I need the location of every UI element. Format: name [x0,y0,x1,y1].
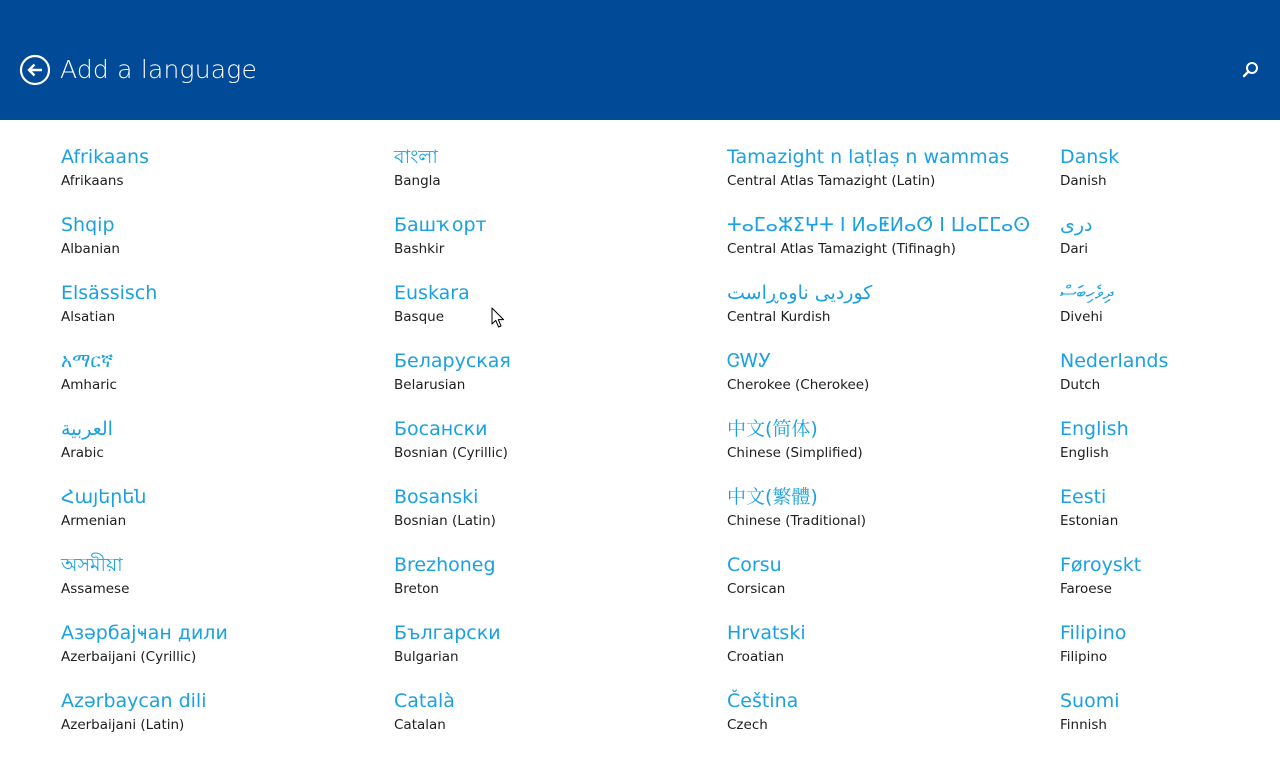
language-english-name: English [1060,445,1109,461]
language-item-english[interactable] [1060,416,1270,476]
language-english-name: Dutch [1060,377,1101,393]
language-native-name: አማርኛ [61,350,114,372]
language-native-name: Føroyskt [1060,554,1142,576]
language-native-name: Eesti [1060,486,1107,508]
language-english-name: Croatian [727,649,785,665]
language-item-basque[interactable] [394,280,704,340]
language-item-arabic[interactable] [61,416,371,476]
language-english-name: Alsatian [61,309,116,325]
language-english-name: Czech [727,717,768,733]
language-item-breton[interactable] [394,552,704,612]
language-english-name: Filipino [1060,649,1108,665]
language-item-albanian[interactable] [61,212,371,272]
language-item-amharic[interactable] [61,348,371,408]
language-item-estonian[interactable] [1060,484,1270,544]
language-native-name: Հայերեն [61,486,147,508]
language-native-name: Dansk [1060,146,1120,168]
language-list [0,120,1280,768]
language-item-bashkir[interactable] [394,212,704,272]
language-item-catalan[interactable] [394,688,704,748]
language-native-name: Босански [394,418,488,440]
language-native-name: Català [394,690,455,712]
language-native-name: ދިވެހިބަސް [1060,282,1114,304]
language-english-name: Chinese (Traditional) [727,513,867,529]
language-native-name: Nederlands [1060,350,1169,372]
language-item-central-kurdish[interactable] [727,280,1037,340]
language-native-name: Азәрбајҹан дили [61,622,228,644]
language-item-afrikaans[interactable] [61,144,371,204]
language-native-name: Shqip [61,214,115,236]
language-item-tamazight-latin[interactable] [727,144,1037,204]
search-icon [1239,59,1261,81]
language-native-name: Elsässisch [61,282,158,304]
language-english-name: Armenian [61,513,127,529]
language-item-croatian[interactable] [727,620,1037,680]
language-native-name: Tamazight n laṭlaṣ n wammas [727,146,1010,168]
language-item-faroese[interactable] [1060,552,1270,612]
language-native-name: অসমীয়া [61,554,123,576]
language-native-name: Corsu [727,554,782,576]
language-item-tamazight-tifinagh[interactable] [727,212,1037,272]
language-item-alsatian[interactable] [61,280,371,340]
language-english-name: Breton [394,581,439,597]
language-native-name: Bosanski [394,486,479,508]
language-english-name: Bangla [394,173,441,189]
language-item-chinese-simplified[interactable] [727,416,1037,476]
language-item-bulgarian[interactable] [394,620,704,680]
language-native-name: ⵜⴰⵎⴰⵣⵉⵖⵜ ⵏ ⵍⴰⵟⵍⴰⵚ ⵏ ⵡⴰⵎⵎⴰⵙ [727,214,1031,236]
language-native-name: বাংলা [394,146,438,168]
language-native-name: العربية [61,418,113,440]
language-item-dutch[interactable] [1060,348,1270,408]
language-item-chinese-traditional[interactable] [727,484,1037,544]
language-item-dari[interactable] [1060,212,1270,272]
language-item-finnish[interactable] [1060,688,1270,748]
language-item-filipino[interactable] [1060,620,1270,680]
language-item-azerbaijani-cyrillic[interactable] [61,620,371,680]
language-english-name: Bosnian (Latin) [394,513,496,529]
language-item-bosnian-cyrillic[interactable] [394,416,704,476]
language-item-bosnian-latin[interactable] [394,484,704,544]
language-english-name: Amharic [61,377,117,393]
language-native-name: Čeština [727,690,799,712]
language-english-name: Belarusian [394,377,466,393]
back-button[interactable] [19,54,51,86]
language-english-name: Arabic [61,445,104,461]
language-english-name: Central Atlas Tamazight (Latin) [727,173,936,189]
language-native-name: درى [1060,214,1093,236]
language-english-name: Finnish [1060,717,1107,733]
language-english-name: Divehi [1060,309,1103,325]
language-native-name: Hrvatski [727,622,806,644]
language-native-name: 中文(繁體) [727,486,818,508]
language-english-name: Azerbaijani (Latin) [61,717,185,733]
language-native-name: English [1060,418,1129,440]
language-english-name: Azerbaijani (Cyrillic) [61,649,197,665]
language-item-divehi[interactable] [1060,280,1270,340]
language-english-name: Estonian [1060,513,1119,529]
language-english-name: Albanian [61,241,120,257]
language-english-name: Bashkir [394,241,445,257]
language-native-name: Azərbaycan dili [61,690,207,712]
language-native-name: Башҡорт [394,214,487,236]
language-english-name: Central Atlas Tamazight (Tifinagh) [727,241,956,257]
language-item-armenian[interactable] [61,484,371,544]
language-english-name: Assamese [61,581,130,597]
language-native-name: Brezhoneg [394,554,496,576]
language-english-name: Cherokee (Cherokee) [727,377,870,393]
language-english-name: Chinese (Simplified) [727,445,863,461]
language-english-name: Afrikaans [61,173,124,189]
language-item-corsican[interactable] [727,552,1037,612]
language-english-name: Bosnian (Cyrillic) [394,445,508,461]
language-native-name: Suomi [1060,690,1120,712]
language-item-belarusian[interactable] [394,348,704,408]
language-native-name: Euskara [394,282,470,304]
search-button[interactable] [1239,59,1261,81]
language-item-assamese[interactable] [61,552,371,612]
language-native-name: Filipino [1060,622,1127,644]
language-item-cherokee[interactable] [727,348,1037,408]
language-item-bangla[interactable] [394,144,704,204]
language-english-name: Catalan [394,717,446,733]
language-english-name: Central Kurdish [727,309,831,325]
app-header [0,0,1280,120]
language-english-name: Basque [394,309,444,325]
language-english-name: Danish [1060,173,1107,189]
language-native-name: کوردیی ناوەڕاست [727,282,873,304]
language-native-name: Afrikaans [61,146,149,168]
language-item-azerbaijani-latin[interactable] [61,688,371,748]
language-english-name: Bulgarian [394,649,459,665]
language-native-name: Български [394,622,501,644]
language-native-name: Беларуская [394,350,511,372]
language-native-name: ᏣᎳᎩ [727,350,772,372]
page-title: Add a language [60,55,258,84]
language-native-name: 中文(简体) [727,418,818,440]
back-arrow-circle-icon [19,54,51,86]
language-item-danish[interactable] [1060,144,1270,204]
language-item-czech[interactable] [727,688,1037,748]
language-english-name: Corsican [727,581,786,597]
language-english-name: Faroese [1060,581,1112,597]
language-english-name: Dari [1060,241,1088,257]
